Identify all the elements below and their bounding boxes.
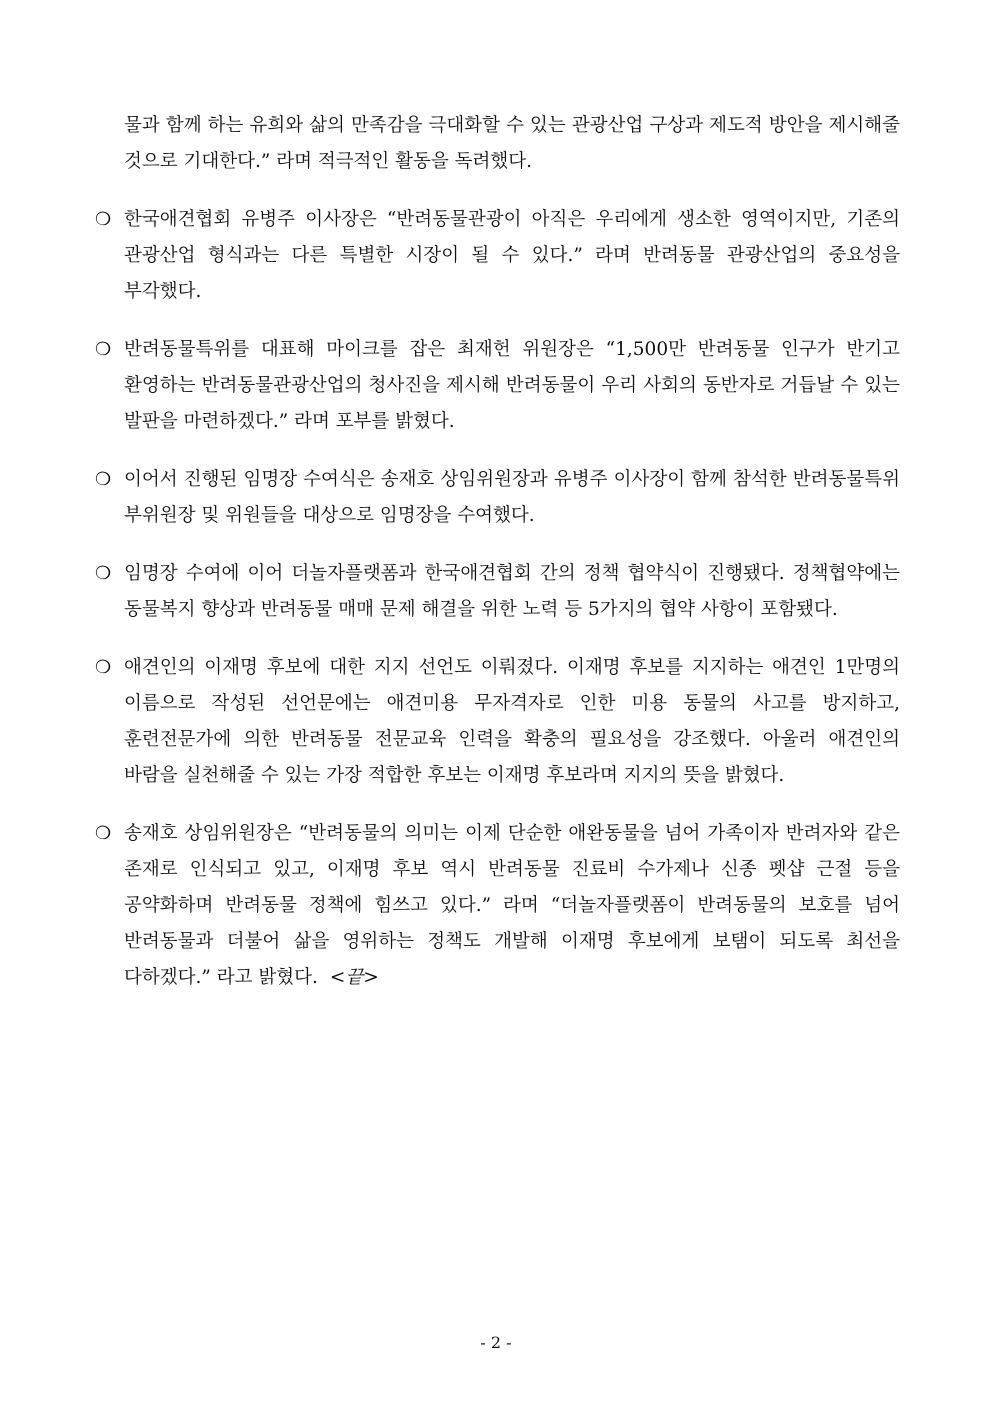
bullet-paragraph-5 [95, 650, 900, 794]
end-mark: <끝> [329, 967, 379, 988]
bullet-paragraph-2 [95, 332, 900, 440]
paragraph-text: 송재호 상임위원장은 “반려동물의 의미는 이제 단순한 애완동물을 넘어 가족이자 반려자와 같은 존재로 인식되고 있고, 이재명 후보 역시 반려동물 진료비 수가제나 신종 펫샵 근절 등을 공약화하며 반려동물 정책에 힘쓰고 있다.” 라며 “더놀자플랫폼이 반려동물의 보호를 넘어 반려동물과 더불어 삶을 영위하는 정책도 개발해 이재명 후보에게 보탬이 되도록 최선을 다하겠다.” 라고 밝혔다. [124, 823, 900, 988]
paragraph-text: 이어서 진행된 임명장 수여식은 송재호 상임위원장과 유병주 이사장이 함께 참석한 반려동물특위 부위원장 및 위원들을 대상으로 임명장을 수여했다. [124, 469, 900, 526]
continuation-paragraph: 물과 함께 하는 유희와 삶의 만족감을 극대화할 수 있는 관광산업 구상과 제도적 방안을 제시해줄 것으로 기대한다.” 라며 적극적인 활동을 독려했다. [124, 115, 900, 172]
circle-bullet-icon: ❍ [95, 469, 112, 490]
paragraph-text: 애견인의 이재명 후보에 대한 지지 선언도 이뤄졌다. 이재명 후보를 지지하는 애견인 1만명의 이름으로 작성된 선언문에는 애견미용 무자격자로 인한 미용 동물의 사고를 방지하고, 훈련전문가에 의한 반려동물 전문교육 인력을 확충의 필요성을 강조했다. 아울러 애견인의 바람을 실천해줄 수 있는 가장 적합한 후보는 이재명 후보라며 지지의 뜻을 밝혔다. [124, 657, 900, 786]
circle-bullet-icon: ❍ [95, 657, 112, 678]
circle-bullet-icon: ❍ [95, 209, 112, 230]
circle-bullet-icon: ❍ [95, 563, 112, 584]
bullet-paragraph-3 [95, 462, 900, 534]
document-body [95, 108, 900, 1018]
paragraph-text: 임명장 수여에 이어 더놀자플랫폼과 한국애견협회 간의 정책 협약식이 진행됐다. 정책협약에는 동물복지 향상과 반려동물 매매 문제 해결을 위한 노력 등 5가지의 협약 사항이 포함됐다. [124, 563, 900, 620]
bullet-paragraph-1 [95, 202, 900, 310]
page-number: - 2 - [480, 1333, 512, 1352]
bullet-paragraph-4 [95, 556, 900, 628]
circle-bullet-icon: ❍ [95, 823, 112, 844]
circle-bullet-icon: ❍ [95, 339, 112, 360]
paragraph-text: 한국애견협회 유병주 이사장은 “반려동물관광이 아직은 우리에게 생소한 영역이지만, 기존의 관광산업 형식과는 다른 특별한 시장이 될 수 있다.” 라며 반려동물 관광산업의 중요성을 부각했다. [124, 209, 900, 302]
paragraph-text: 반려동물특위를 대표해 마이크를 잡은 최재헌 위원장은 “1,500만 반려동물 인구가 반기고 환영하는 반려동물관광산업의 청사진을 제시해 반려동물이 우리 사회의 동반자로 거듭날 수 있는 발판을 마련하겠다.” 라며 포부를 밝혔다. [124, 339, 900, 432]
bullet-paragraph-6 [95, 816, 900, 996]
